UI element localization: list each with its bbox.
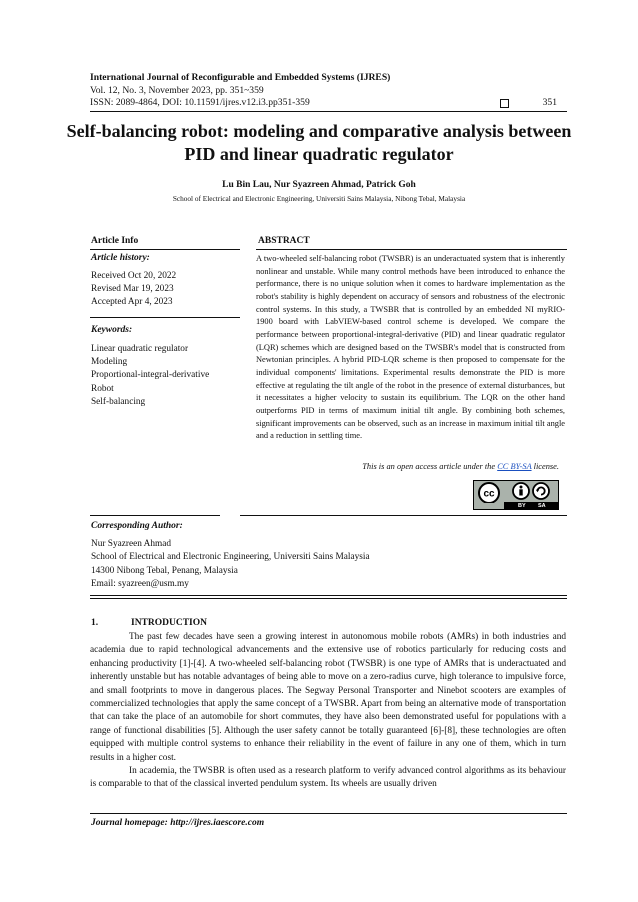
corresponding-author-details — [91, 538, 370, 592]
corresponding-author-heading: Corresponding Author: — [91, 521, 183, 531]
cc-label-bar — [504, 502, 559, 510]
keyword: Linear quadratic regulator — [91, 344, 189, 354]
section-title: INTRODUCTION — [131, 618, 208, 628]
license-statement — [256, 462, 559, 471]
paper-authors: Lu Bin Lau, Nur Syazreen Ahmad, Patrick Goh — [222, 180, 416, 190]
cc-by-sa-link[interactable]: CC BY-SA — [497, 462, 532, 471]
journal-issn-doi: ISSN: 2089-4864, DOI: 10.11591/ijres.v12.i3.pp351-359 — [90, 97, 310, 108]
cc-sa-label: SA — [538, 503, 546, 509]
homepage-url[interactable]: http://ijres.iaescore.com — [170, 818, 265, 828]
homepage-label: Journal homepage: — [91, 818, 171, 828]
page-number: 351 — [542, 97, 557, 108]
cc-icon — [474, 481, 560, 503]
keyword: Self-balancing — [91, 396, 146, 407]
corresponding-name: Nur Syazreen Ahmad — [91, 539, 172, 549]
divider — [256, 249, 567, 250]
corresponding-email: Email: syazreen@usm.my — [91, 579, 189, 590]
abstract-text: A two-wheeled self-balancing robot (TWSBR) is an underactuated system that is inherently nonlinear and unstable. While many control methods have been introduced to enhance the performance, there is no unique solution when it comes to hardware implementation as the robot's stability is highly dependent on accuracy of sensors and robustness of the electronic control systems. In this study, a TWSBR that is controlled by an embedded NI myRIO-1900 board with LabVIEW-based control scheme is developed. We compare the performance between proportional-integral-derivative (PID) and linear quadratic regulator (LQR) schemes which are designed based on the TWSBR's model that is constructed from Newtonian principles. A hybrid PID-LQR scheme is then proposed to compensate for the individual components' limitations. Experimental results demonstrate the PID is more effective at regulating the tilt angle of the robot in the presence of external disturbances, but it necessitates a higher velocity to sustain its equilibrium. The LQR on the other hand outperforms PID in terms of maximum initial tilt angle. By combining both schemes, significant improvements can be observed, such as an increase in maximum initial tilt angle and a reduction in settling time. — [256, 254, 565, 441]
history-received: Received Oct 20, 2022 — [91, 271, 177, 281]
keywords-list — [91, 343, 209, 409]
cc-by-sa-badge[interactable] — [473, 480, 559, 510]
footer-divider — [90, 813, 567, 814]
history-revised: Revised Mar 19, 2023 — [91, 284, 174, 295]
corresponding-department: School of Electrical and Electronic Engineering, Universiti Sains Malaysia — [91, 552, 370, 563]
license-prefix: This is an open access article under the — [362, 462, 498, 471]
author-affiliation: School of Electrical and Electronic Engineering, Universiti Sains Malaysia, Nibong Tebal, Malaysia — [172, 194, 466, 203]
abstract-heading: ABSTRACT — [258, 236, 310, 246]
divider — [90, 598, 567, 599]
divider — [90, 515, 220, 516]
introduction-paragraph: The past few decades have seen a growing interest in autonomous mobile robots (AMRs) in both industries and academia due to rapid technological advancements and the extensive use of robotics particularly for reducing costs and enhancing productivity [1]-[4]. A two-wheeled self-balancing robot (TWSBR) is one type of AMRs that is underactuated and inherently unstable but has notable advantages of being able to move on a zero-radius curve, high tolerance to impulsive force, and small footprints to move in dangerous places. The Segway Personal Transporter and Ninebot scooters are examples of commercialized technologies that apply the same concept of a TWSBR. Apart from being an alternative mode of transportation that can take the place of an automobile for short commutes, they have also been demonstrated useful for populations with a range of functional disabilities [5]. Although the user safety cannot be totally guaranteed [6]-[8], these technologies are often equipped with multiple control systems to enhance their reliability in the event of failure in any one of them, which in turn results in a higher cost. — [90, 632, 566, 763]
paper-title: Self-balancing robot: modeling and comparative analysis between PID and linear quadratic regulator — [66, 121, 572, 164]
divider — [90, 249, 240, 250]
corresponding-address: 14300 Nibong Tebal, Penang, Malaysia — [91, 565, 238, 576]
divider — [240, 515, 567, 516]
section-number: 1. — [91, 618, 99, 628]
square-icon — [500, 99, 509, 108]
divider — [90, 317, 240, 318]
keyword: Modeling — [91, 357, 128, 368]
article-history-list — [91, 270, 176, 310]
section-heading-introduction — [91, 618, 207, 628]
history-accepted: Accepted Apr 4, 2023 — [91, 297, 173, 308]
cc-by-label: BY — [518, 503, 526, 509]
header-divider — [90, 111, 567, 112]
license-suffix: license. — [531, 462, 559, 471]
journal-name: International Journal of Reconfigurable and Embedded Systems (IJRES) — [90, 72, 391, 83]
divider — [90, 595, 567, 596]
article-history-heading: Article history: — [91, 253, 150, 263]
keyword: Robot — [91, 383, 114, 394]
keyword: Proportional-integral-derivative — [91, 370, 210, 381]
journal-volume: Vol. 12, No. 3, November 2023, pp. 351~359 — [90, 85, 264, 96]
journal-homepage — [91, 818, 264, 828]
article-info-heading: Article Info — [91, 236, 139, 246]
keywords-heading: Keywords: — [91, 325, 133, 335]
svg-text:cc: cc — [483, 488, 495, 500]
introduction-paragraph: In academia, the TWSBR is often used as a research platform to verify advanced control algorithms as its behaviour is comparable to that of the classical inverted pendulum system. Its wheels are usually driven — [90, 766, 566, 790]
